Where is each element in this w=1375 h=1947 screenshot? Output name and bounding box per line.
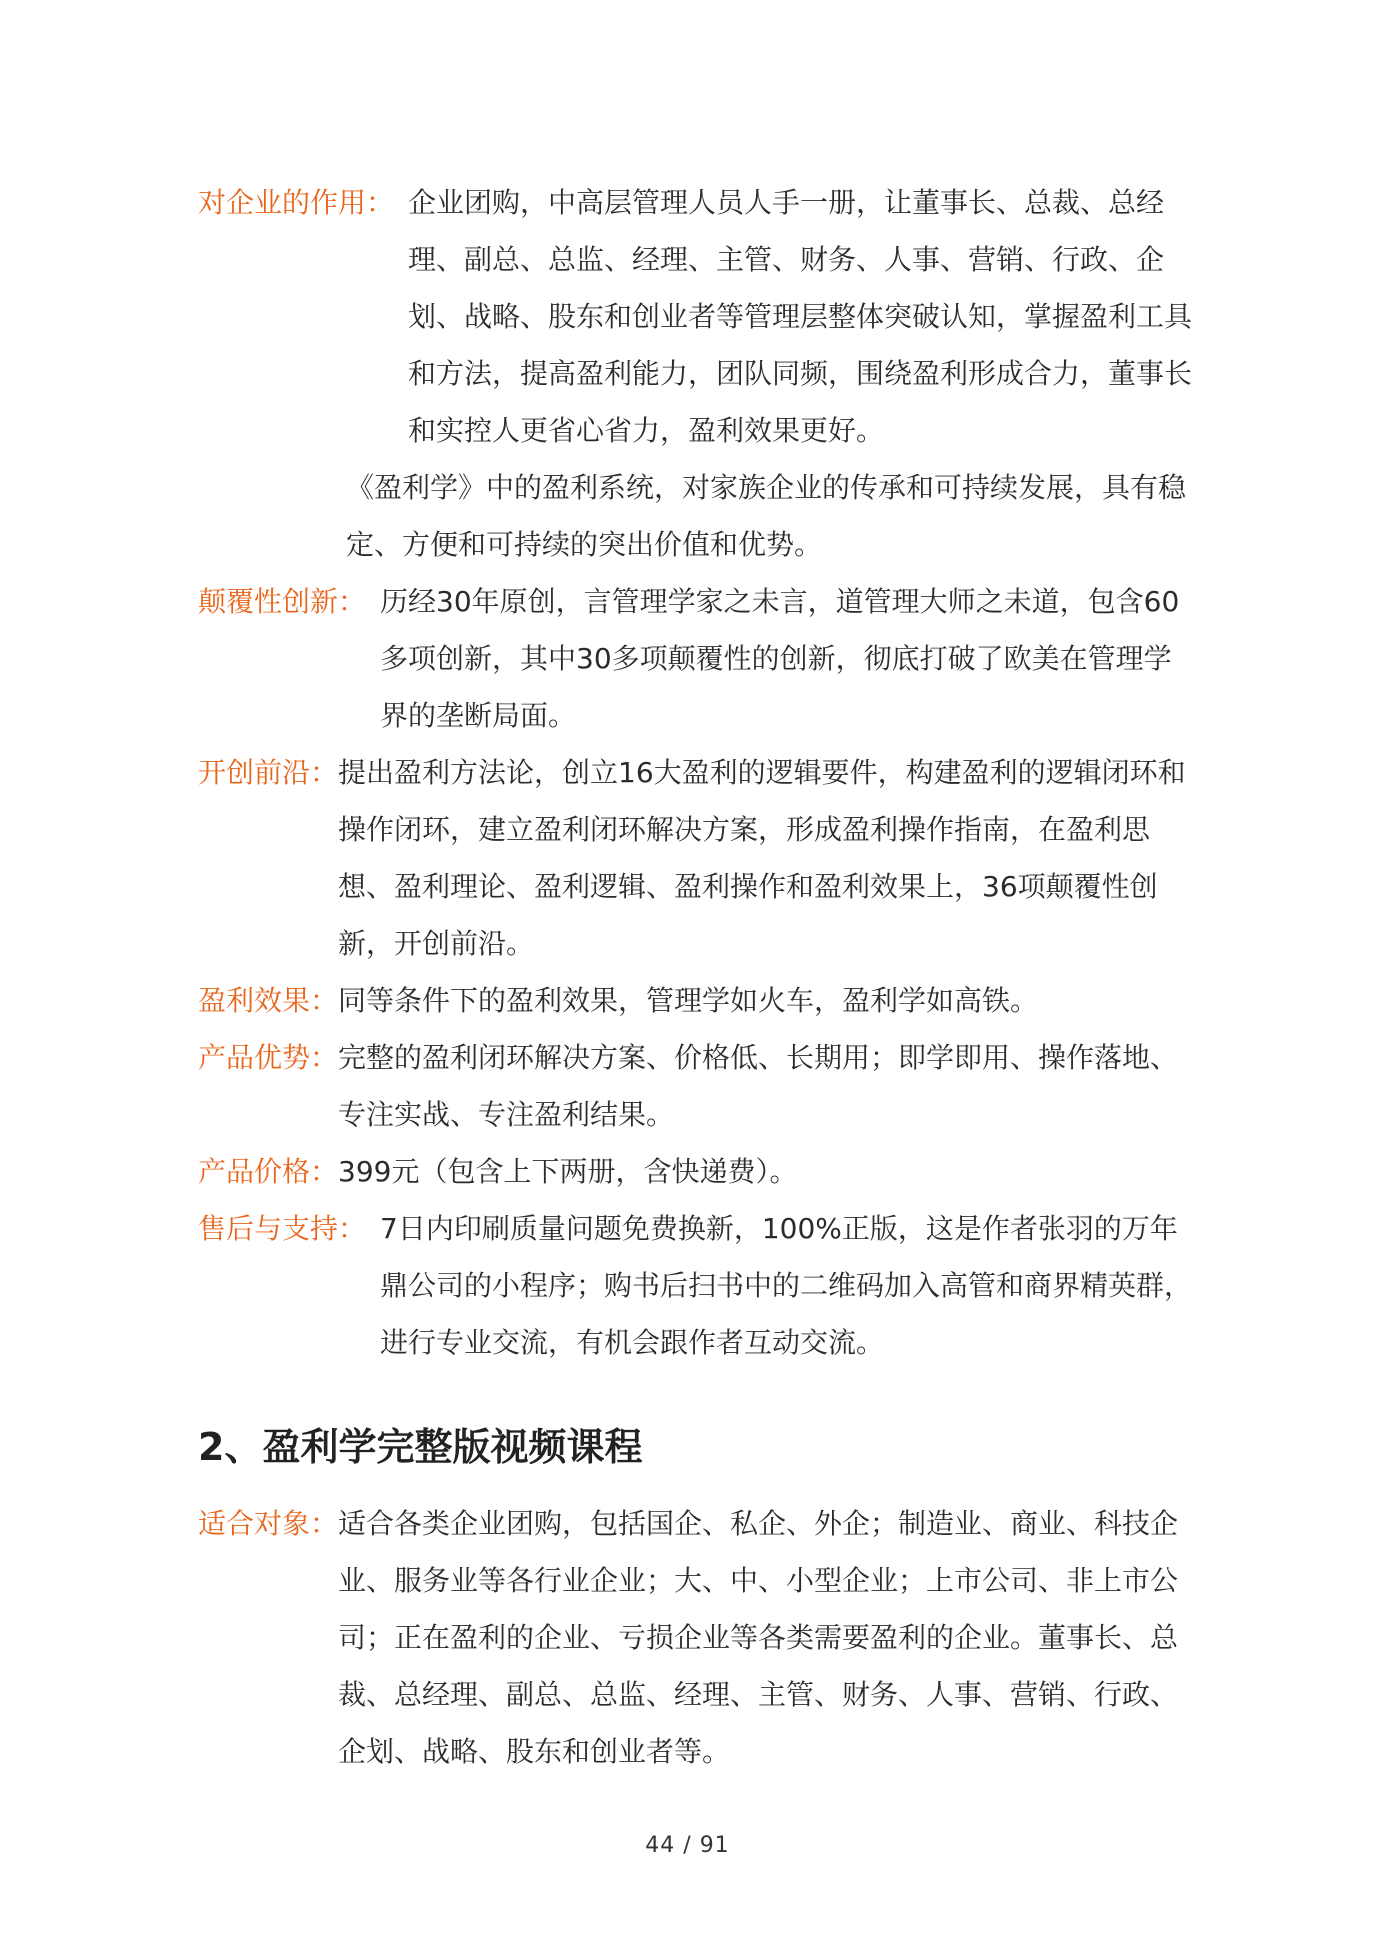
section-title: 2、盈利学完整版视频课程: [198, 1425, 643, 1469]
entry-label: 开创前沿：: [198, 756, 339, 789]
entry-body: [338, 1143, 1198, 1200]
entry-product-price: [198, 1143, 1198, 1200]
entry-label: 盈利效果：: [198, 984, 339, 1017]
entry-text: 历经30年原创，言管理学家之未言，道管理大师之未道，包含60多项创新，其中30多项颠覆性的创新，彻底打破了欧美在管理学界的垄断局面。: [380, 585, 1180, 732]
entry-label: 产品价格：: [198, 1155, 339, 1188]
entry-profit-effect: [198, 972, 1198, 1029]
entry-body: [408, 174, 1198, 459]
entry-body: [380, 573, 1198, 744]
entry-product-advantage: [198, 1029, 1198, 1143]
entry-disruptive-innovation: [198, 573, 1198, 744]
entry-text-extra: 《盈利学》中的盈利系统，对家族企业的传承和可持续发展，具有稳定、方便和可持续的突出价值和优势。: [346, 471, 1187, 561]
entry-body: [338, 972, 1198, 1029]
entry-body: [338, 1495, 1198, 1780]
entry-text: 同等条件下的盈利效果，管理学如火车，盈利学如高铁。: [338, 984, 1039, 1017]
entry-pioneering: [198, 744, 1198, 972]
entry-body: [338, 744, 1198, 972]
entry-label: 对企业的作用：: [198, 186, 395, 219]
entry-text: 提出盈利方法论，创立16大盈利的逻辑要件，构建盈利的逻辑闭环和操作闭环，建立盈利闭环解决方案，形成盈利操作指南，在盈利思想、盈利理论、盈利逻辑、盈利操作和盈利效果上，36项颠覆性创新，开创前沿。: [338, 756, 1186, 960]
entry-body: [380, 1200, 1198, 1371]
entry-body: [338, 1029, 1198, 1143]
entry-after-sales: [198, 1200, 1198, 1371]
entry-label: 产品优势：: [198, 1041, 339, 1074]
entry-text: 企业团购，中高层管理人员人手一册，让董事长、总裁、总经理、副总、总监、经理、主管、财务、人事、营销、行政、企划、战略、股东和创业者等管理层整体突破认知，掌握盈利工具和方法，提高盈利能力，团队同频，围绕盈利形成合力，董事长和实控人更省心省力，盈利效果更好。: [408, 186, 1193, 447]
entry-enterprise-role-extra: [198, 459, 1198, 573]
entry-label: 售后与支持：: [198, 1212, 367, 1245]
entry-label: 适合对象：: [198, 1507, 339, 1540]
entry-text: 完整的盈利闭环解决方案、价格低、长期用；即学即用、操作落地、专注实战、专注盈利结果。: [338, 1041, 1179, 1131]
entry-label: 颠覆性创新：: [198, 585, 367, 618]
entry-text: 7日内印刷质量问题免费换新，100%正版，这是作者张羽的万年鼎公司的小程序；购书后扫书中的二维码加入高管和商界精英群，进行专业交流，有机会跟作者互动交流。: [380, 1212, 1193, 1359]
entry-text: 399元（包含上下两册，含快递费）。: [338, 1155, 798, 1188]
entry-enterprise-role: [198, 174, 1198, 459]
entry-text: 适合各类企业团购，包括国企、私企、外企；制造业、商业、科技企业、服务业等各行业企业；大、中、小型企业；上市公司、非上市公司；正在盈利的企业、亏损企业等各类需要盈利的企业。董事长、总裁、总经理、副总、总监、经理、主管、财务、人事、营销、行政、企划、战略、股东和创业者等。: [338, 1507, 1179, 1768]
page-number: 44 / 91: [645, 1833, 730, 1858]
entry-body-extra: [346, 459, 1198, 573]
page-content: [198, 174, 1198, 1780]
entry-target-audience: [198, 1495, 1198, 1780]
